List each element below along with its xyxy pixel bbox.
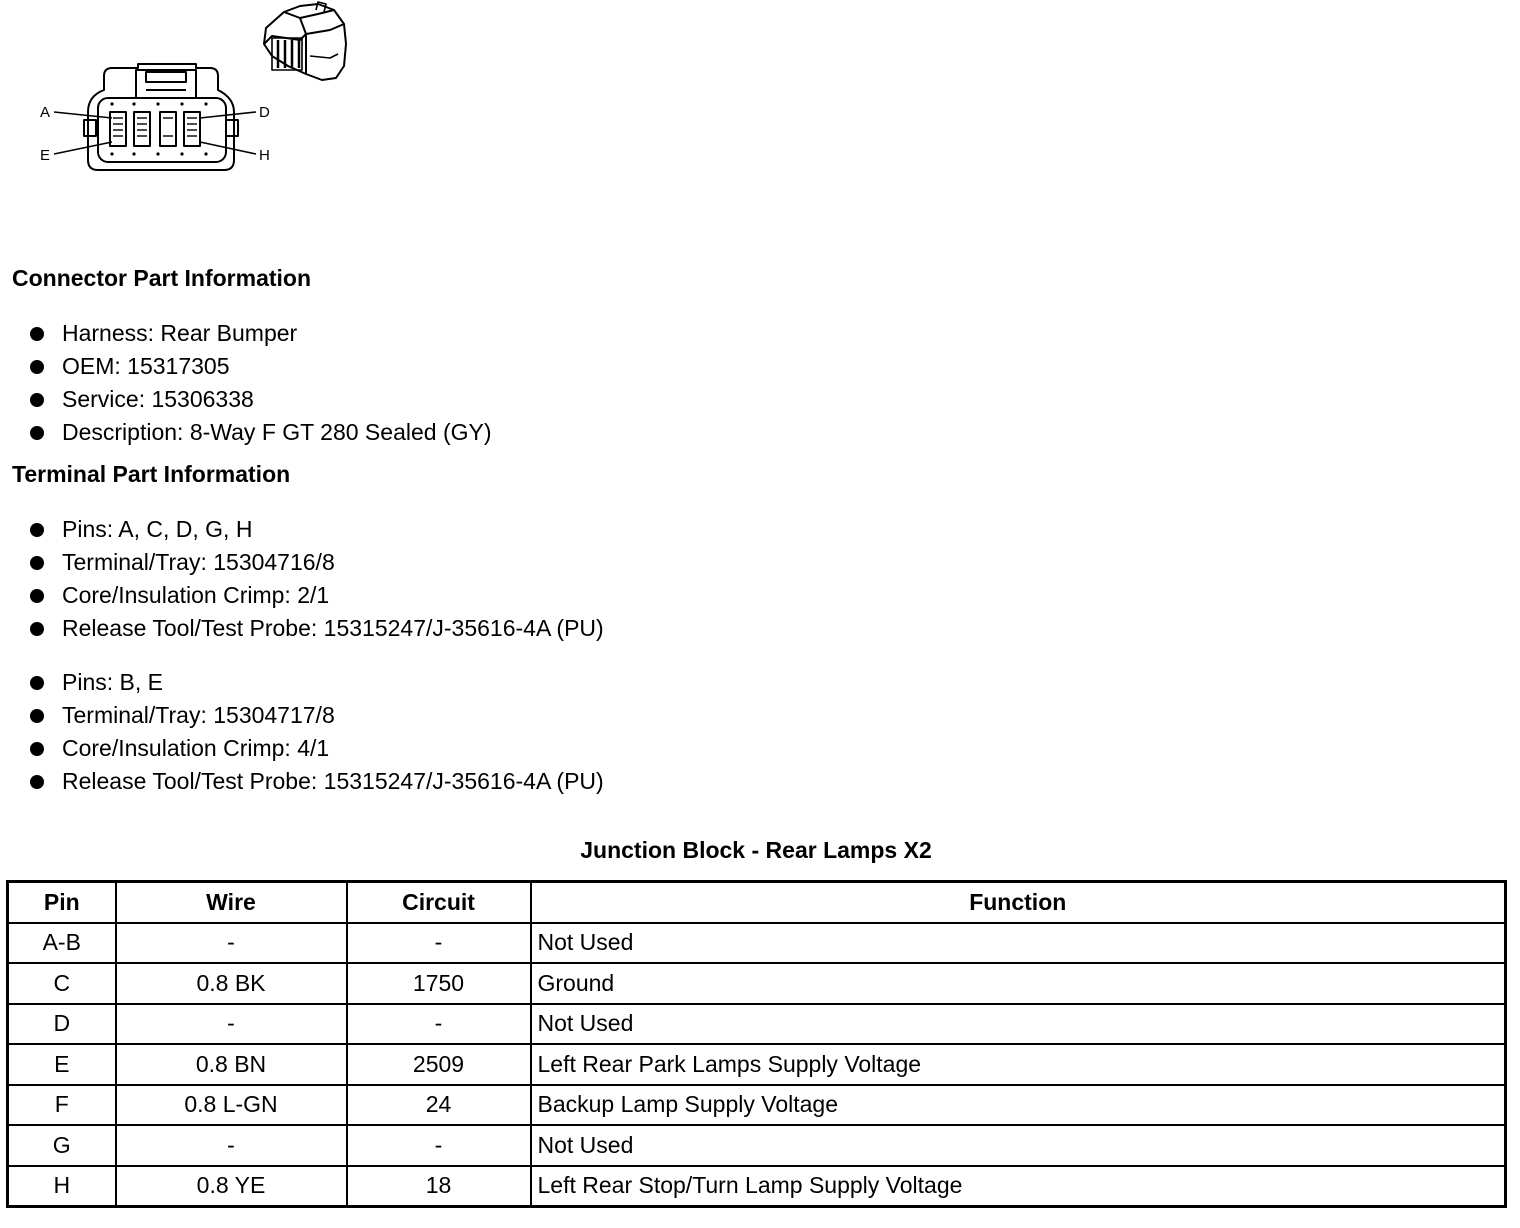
bullet-icon [30, 775, 44, 789]
cell-circuit: 24 [347, 1085, 531, 1126]
table-row [8, 1085, 1506, 1126]
connector-info-heading: Connector Part Information [12, 265, 312, 291]
cell-pin: H [8, 1166, 116, 1207]
cell-wire: 0.8 BN [116, 1044, 347, 1085]
bullet-icon [30, 742, 44, 756]
bullet-icon [30, 426, 44, 440]
list-item-text: Release Tool/Test Probe: 15315247/J-35616-4A (PU) [62, 768, 604, 794]
cell-circuit: - [347, 1125, 531, 1166]
bullet-icon [30, 327, 44, 341]
list-item [28, 350, 492, 383]
list-item-text: OEM: 15317305 [62, 353, 230, 379]
cell-wire: 0.8 L-GN [116, 1085, 347, 1126]
cell-pin: A-B [8, 923, 116, 964]
cell-pin: F [8, 1085, 116, 1126]
bullet-icon [30, 556, 44, 570]
cell-circuit: 1750 [347, 963, 531, 1004]
connector-face-view [54, 64, 256, 170]
bullet-icon [30, 523, 44, 537]
list-item-text: Core/Insulation Crimp: 2/1 [62, 582, 330, 608]
column-header-wire: Wire [116, 882, 347, 923]
list-item [28, 765, 604, 798]
cell-function: Left Rear Stop/Turn Lamp Supply Voltage [531, 1166, 1506, 1207]
bullet-icon [30, 709, 44, 723]
column-header-pin: Pin [8, 882, 116, 923]
cell-pin: D [8, 1004, 116, 1045]
cell-wire: - [116, 923, 347, 964]
bullet-icon [30, 676, 44, 690]
list-item [28, 383, 492, 416]
bullet-icon [30, 589, 44, 603]
column-header-function: Function [531, 882, 1506, 923]
terminal-info-list-1 [28, 513, 604, 645]
cell-pin: C [8, 963, 116, 1004]
bullet-icon [30, 622, 44, 636]
pin-label-a: A [40, 104, 51, 121]
list-item [28, 416, 492, 449]
cell-circuit: - [347, 923, 531, 964]
pin-label-h: H [259, 147, 270, 164]
cell-function: Not Used [531, 1004, 1506, 1045]
list-item [28, 317, 492, 350]
list-item-text: Terminal/Tray: 15304716/8 [62, 549, 335, 575]
list-item-text: Release Tool/Test Probe: 15315247/J-35616-4A (PU) [62, 615, 604, 641]
list-item-text: Pins: A, C, D, G, H [62, 516, 253, 542]
terminal-info-list-2 [28, 666, 604, 798]
pin-label-d: D [259, 104, 270, 121]
list-item [28, 546, 604, 579]
cell-circuit: 18 [347, 1166, 531, 1207]
cell-function: Left Rear Park Lamps Supply Voltage [531, 1044, 1506, 1085]
table-row [8, 1044, 1506, 1085]
cell-wire: 0.8 BK [116, 963, 347, 1004]
table-row [8, 923, 1506, 964]
list-item [28, 666, 604, 699]
table-row [8, 1125, 1506, 1166]
cell-circuit: 2509 [347, 1044, 531, 1085]
list-item-text: Terminal/Tray: 15304717/8 [62, 702, 335, 728]
list-item-text: Description: 8-Way F GT 280 Sealed (GY) [62, 419, 492, 445]
connector-3d-view [264, 2, 346, 80]
pinout-table [6, 880, 1507, 1208]
cell-pin: E [8, 1044, 116, 1085]
terminal-info-heading: Terminal Part Information [12, 461, 291, 487]
cell-circuit: - [347, 1004, 531, 1045]
table-title: Junction Block - Rear Lamps X2 [580, 837, 932, 863]
list-item [28, 612, 604, 645]
list-item-text: Core/Insulation Crimp: 4/1 [62, 735, 330, 761]
cell-function: Backup Lamp Supply Voltage [531, 1085, 1506, 1126]
cell-pin: G [8, 1125, 116, 1166]
table-row [8, 1166, 1506, 1207]
connector-info-list [28, 317, 492, 449]
list-item-text: Harness: Rear Bumper [62, 320, 298, 346]
list-item [28, 579, 604, 612]
table-header-row [8, 882, 1506, 923]
cell-function: Ground [531, 963, 1506, 1004]
list-item-text: Service: 15306338 [62, 386, 254, 412]
column-header-circuit: Circuit [347, 882, 531, 923]
list-item [28, 732, 604, 765]
bullet-icon [30, 393, 44, 407]
table-row [8, 963, 1506, 1004]
bullet-icon [30, 360, 44, 374]
cell-wire: - [116, 1125, 347, 1166]
cell-wire: 0.8 YE [116, 1166, 347, 1207]
table-row [8, 1004, 1506, 1045]
cell-wire: - [116, 1004, 347, 1045]
list-item [28, 513, 604, 546]
cell-function: Not Used [531, 1125, 1506, 1166]
connector-diagram [0, 0, 380, 190]
list-item-text: Pins: B, E [62, 669, 163, 695]
pin-label-e: E [40, 147, 51, 164]
list-item [28, 699, 604, 732]
cell-function: Not Used [531, 923, 1506, 964]
